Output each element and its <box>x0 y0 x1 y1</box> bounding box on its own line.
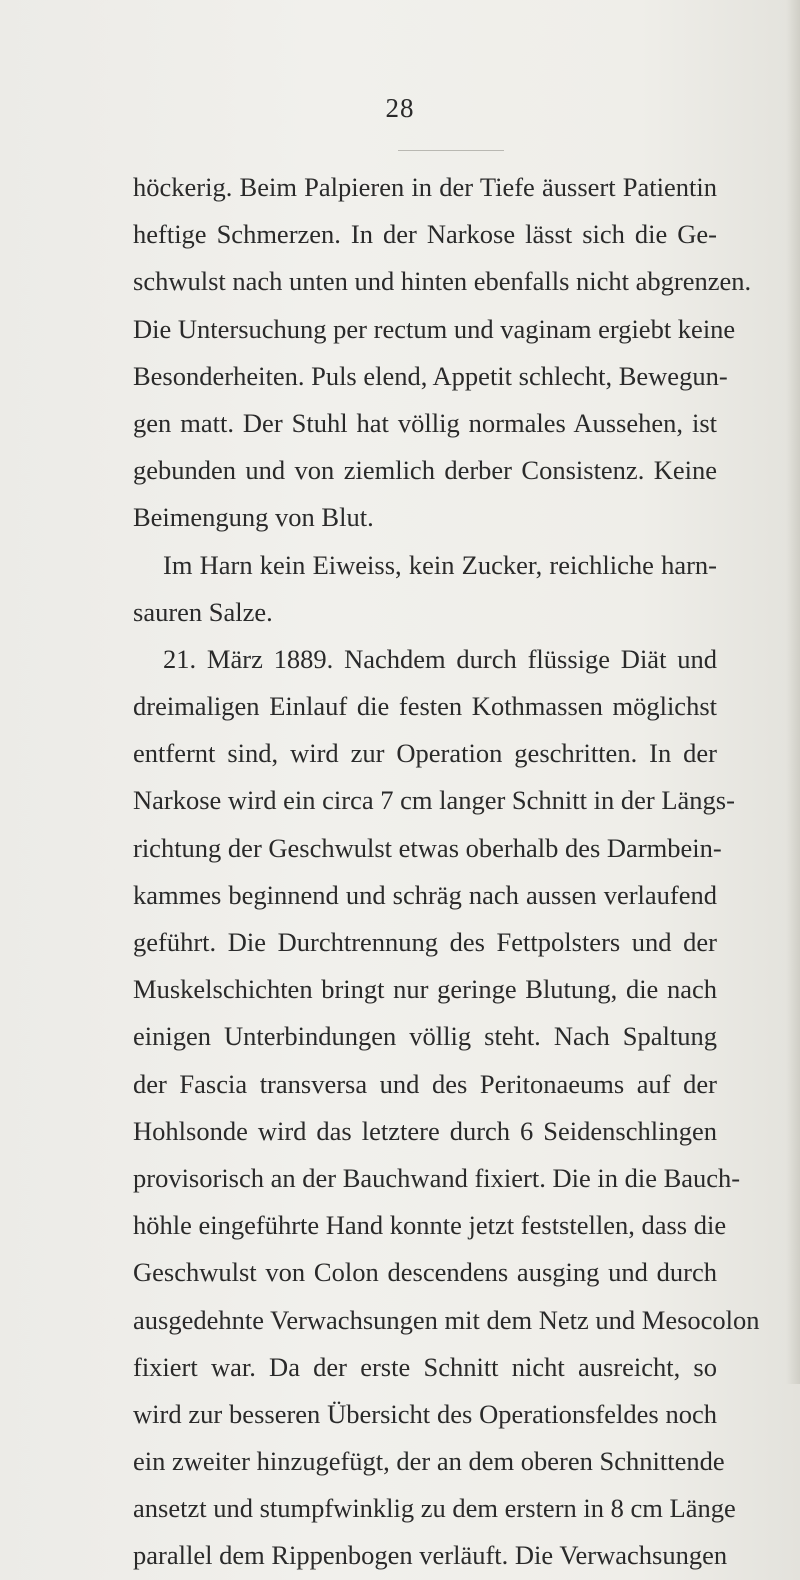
text-line: dreimaligen Einlauf die festen Kothmassen möglichst <box>133 691 717 722</box>
text-line: ein zweiter hinzugefügt, der an dem oberen Schnittende <box>133 1446 725 1477</box>
text-line: Besonderheiten. Puls elend, Appetit schlecht, Bewegun- <box>133 360 728 391</box>
text-line: Muskelschichten bringt nur geringe Blutung, die nach <box>133 974 717 1005</box>
text-line: 21. März 1889. Nachdem durch flüssige Diät und <box>163 643 717 674</box>
text-line: ansetzt und stumpfwinklig zu dem erstern in 8 cm Länge <box>133 1493 736 1524</box>
body-text <box>133 164 760 1580</box>
text-line: Beimengung von Blut. <box>133 502 374 533</box>
text-line: fixiert war. Da der erste Schnitt nicht ausreicht, so <box>133 1351 717 1382</box>
text-line: richtung der Geschwulst etwas oberhalb des Darmbein- <box>133 832 722 863</box>
text-line: schwulst nach unten und hinten ebenfalls nicht abgrenzen. <box>133 266 752 297</box>
text-line: gen matt. Der Stuhl hat völlig normales Aussehen, ist <box>133 407 717 438</box>
text-line: ausgedehnte Verwachsungen mit dem Netz und Mesocolon <box>133 1304 760 1335</box>
text-line: parallel dem Rippenbogen verläuft. Die Verwachsungen <box>133 1540 728 1571</box>
text-line: höckerig. Beim Palpieren in der Tiefe äussert Patientin <box>133 172 717 202</box>
text-line: Die Untersuchung per rectum und vaginam ergiebt keine <box>133 313 736 344</box>
text-line: Hohlsonde wird das letztere durch 6 Seidenschlingen <box>133 1115 717 1146</box>
text-line: Geschwulst von Colon descendens ausging und durch <box>133 1257 717 1288</box>
page-number: 28 <box>385 93 415 123</box>
text-line: einigen Unterbindungen völlig steht. Nach Spaltung <box>133 1021 717 1052</box>
text-line: provisorisch an der Bauchwand fixiert. Die in die Bauch- <box>133 1162 741 1193</box>
text-line: wird zur besseren Übersicht des Operationsfeldes noch <box>133 1398 717 1429</box>
text-line: geführt. Die Durchtrennung des Fettpolsters und der <box>133 927 717 957</box>
text-line: der Fascia transversa und des Peritonaeums auf der <box>133 1068 717 1099</box>
header-rule <box>398 150 504 151</box>
text-line: kammes beginnend und schräg nach aussen verlaufend <box>133 879 717 910</box>
text-line: sauren Salze. <box>133 596 273 627</box>
text-line: entfernt sind, wird zur Operation geschritten. In der <box>133 738 717 769</box>
text-line: heftige Schmerzen. In der Narkose lässt sich die Ge- <box>133 219 717 250</box>
text-line: Narkose wird ein circa 7 cm langer Schnitt in der Längs- <box>133 785 735 816</box>
text-line: gebunden und von ziemlich derber Consistenz. Keine <box>133 455 717 486</box>
text-line: höhle eingeführte Hand konnte jetzt feststellen, dass die <box>133 1210 727 1241</box>
text-line: Im Harn kein Eiweiss, kein Zucker, reichliche harn- <box>163 549 717 580</box>
page-edge-shadow <box>786 0 800 1384</box>
